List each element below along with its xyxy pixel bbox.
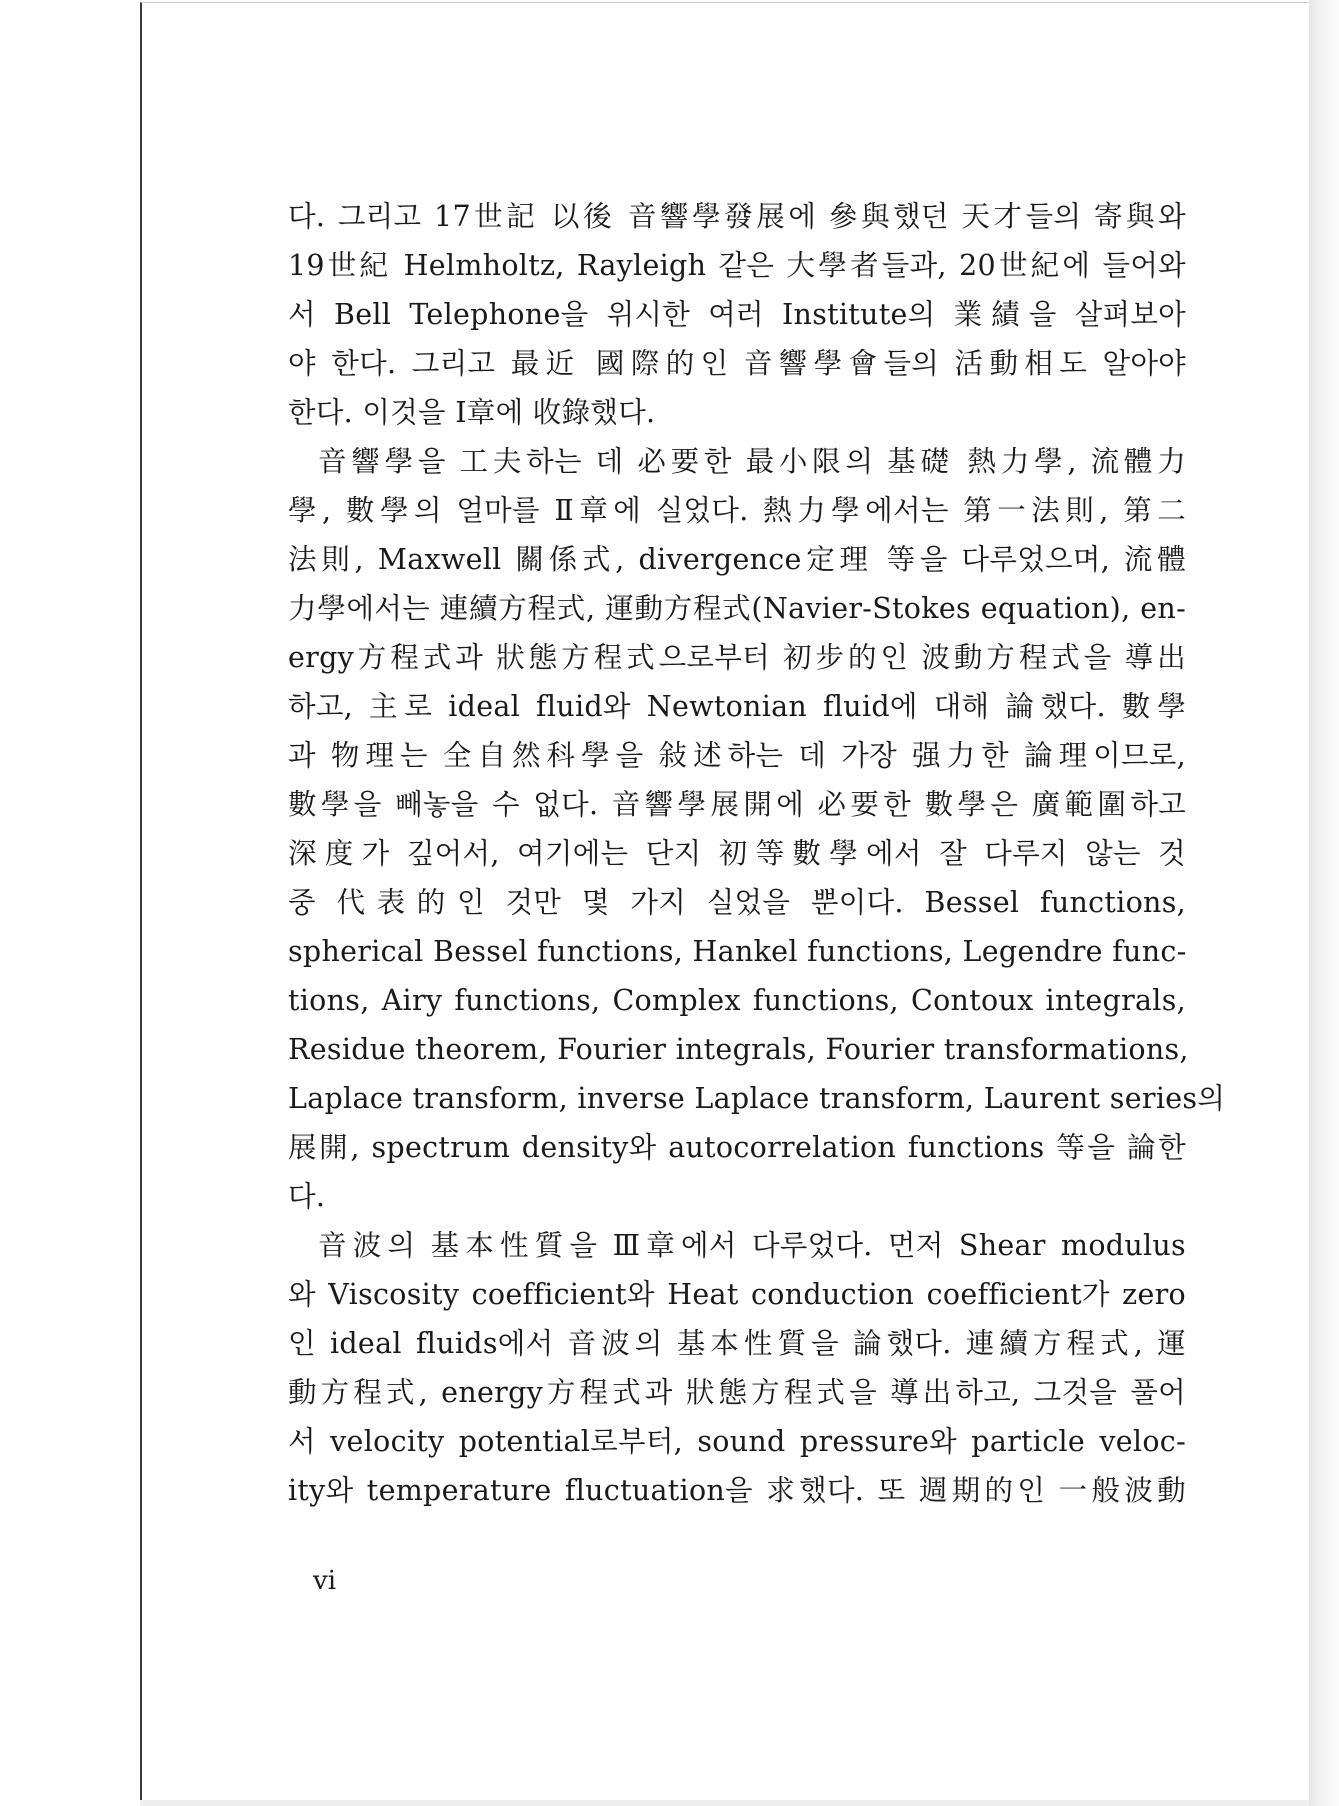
text-line: 動方程式, energy方程式과 狀態方程式을 導出하고, 그것을 풀어 (288, 1376, 1186, 1409)
page-number: vi (313, 1566, 337, 1596)
text-line: spherical Bessel functions, Hankel functions, Legendre func- (288, 935, 1187, 968)
text-line: 다. 그리고 17世記 以後 音響學發展에 參與했던 天才들의 寄與와 (288, 200, 1186, 233)
text-line: 學, 數學의 얼마를 Ⅱ章에 실었다. 熱力學에서는 第一法則, 第二 (288, 494, 1186, 527)
text-line: 야 한다. 그리고 最近 國際的인 音響學會들의 活動相도 알아야 (288, 347, 1186, 380)
text-line: 法則, Maxwell 關係式, divergence定理 等을 다루었으며, 流體 (288, 543, 1186, 576)
text-line: 와 Viscosity coefficient와 Heat conduction coefficient가 zero (288, 1278, 1186, 1311)
text-line: 다. (288, 1180, 326, 1213)
text-line: 音波의 基本性質을 Ⅲ章에서 다루었다. 먼저 Shear modulus (318, 1229, 1186, 1262)
text-line: 중 代表的인 것만 몇 가지 실었을 뿐이다. Bessel functions, (288, 886, 1186, 919)
text-line: 音響學을 工夫하는 데 必要한 最小限의 基礎 熱力學, 流體力 (318, 445, 1186, 478)
text-line: 19世紀 Helmholtz, Rayleigh 같은 大學者들과, 20世紀에 들어와 (288, 249, 1186, 282)
text-line: 서 Bell Telephone을 위시한 여러 Institute의 業績을 살펴보아 (288, 298, 1186, 331)
text-line: ity와 temperature fluctuation을 求했다. 또 週期的인 一般波動 (288, 1474, 1186, 1507)
text-line: 展開, spectrum density와 autocorrelation functions 等을 論한 (288, 1131, 1186, 1164)
text-line: 한다. 이것을 Ⅰ章에 收錄했다. (288, 396, 656, 429)
text-line: ergy方程式과 狀態方程式으로부터 初步的인 波動方程式을 導出 (288, 641, 1186, 674)
text-line: tions, Airy functions, Complex functions, Contoux integrals, (288, 984, 1186, 1017)
text-line: Laplace transform, inverse Laplace transform, Laurent series의 (288, 1082, 1226, 1115)
page-edge-shadow (1309, 0, 1339, 1806)
text-line: 과 物理는 全自然科學을 敍述하는 데 가장 强力한 論理이므로, (288, 739, 1186, 772)
body-text (288, 192, 1226, 1515)
text-line: 力學에서는 連續方程式, 運動方程式(Navier-Stokes equation), en- (288, 592, 1186, 625)
text-line: Residue theorem, Fourier integrals, Fourier transformations, (288, 1033, 1189, 1066)
page-bottom-edge (140, 1800, 1309, 1806)
text-line: 深度가 깊어서, 여기에는 단지 初等數學에서 잘 다루지 않는 것 (288, 837, 1186, 870)
text-line: 數學을 빼놓을 수 없다. 音響學展開에 必要한 數學은 廣範圍하고 (288, 788, 1186, 821)
text-line: 하고, 主로 ideal fluid와 Newtonian fluid에 대해 論했다. 數學 (288, 690, 1186, 723)
text-line: 서 velocity potential로부터, sound pressure와 particle veloc- (288, 1425, 1186, 1458)
text-line: 인 ideal fluids에서 音波의 基本性質을 論했다. 連續方程式, 運 (288, 1327, 1186, 1360)
